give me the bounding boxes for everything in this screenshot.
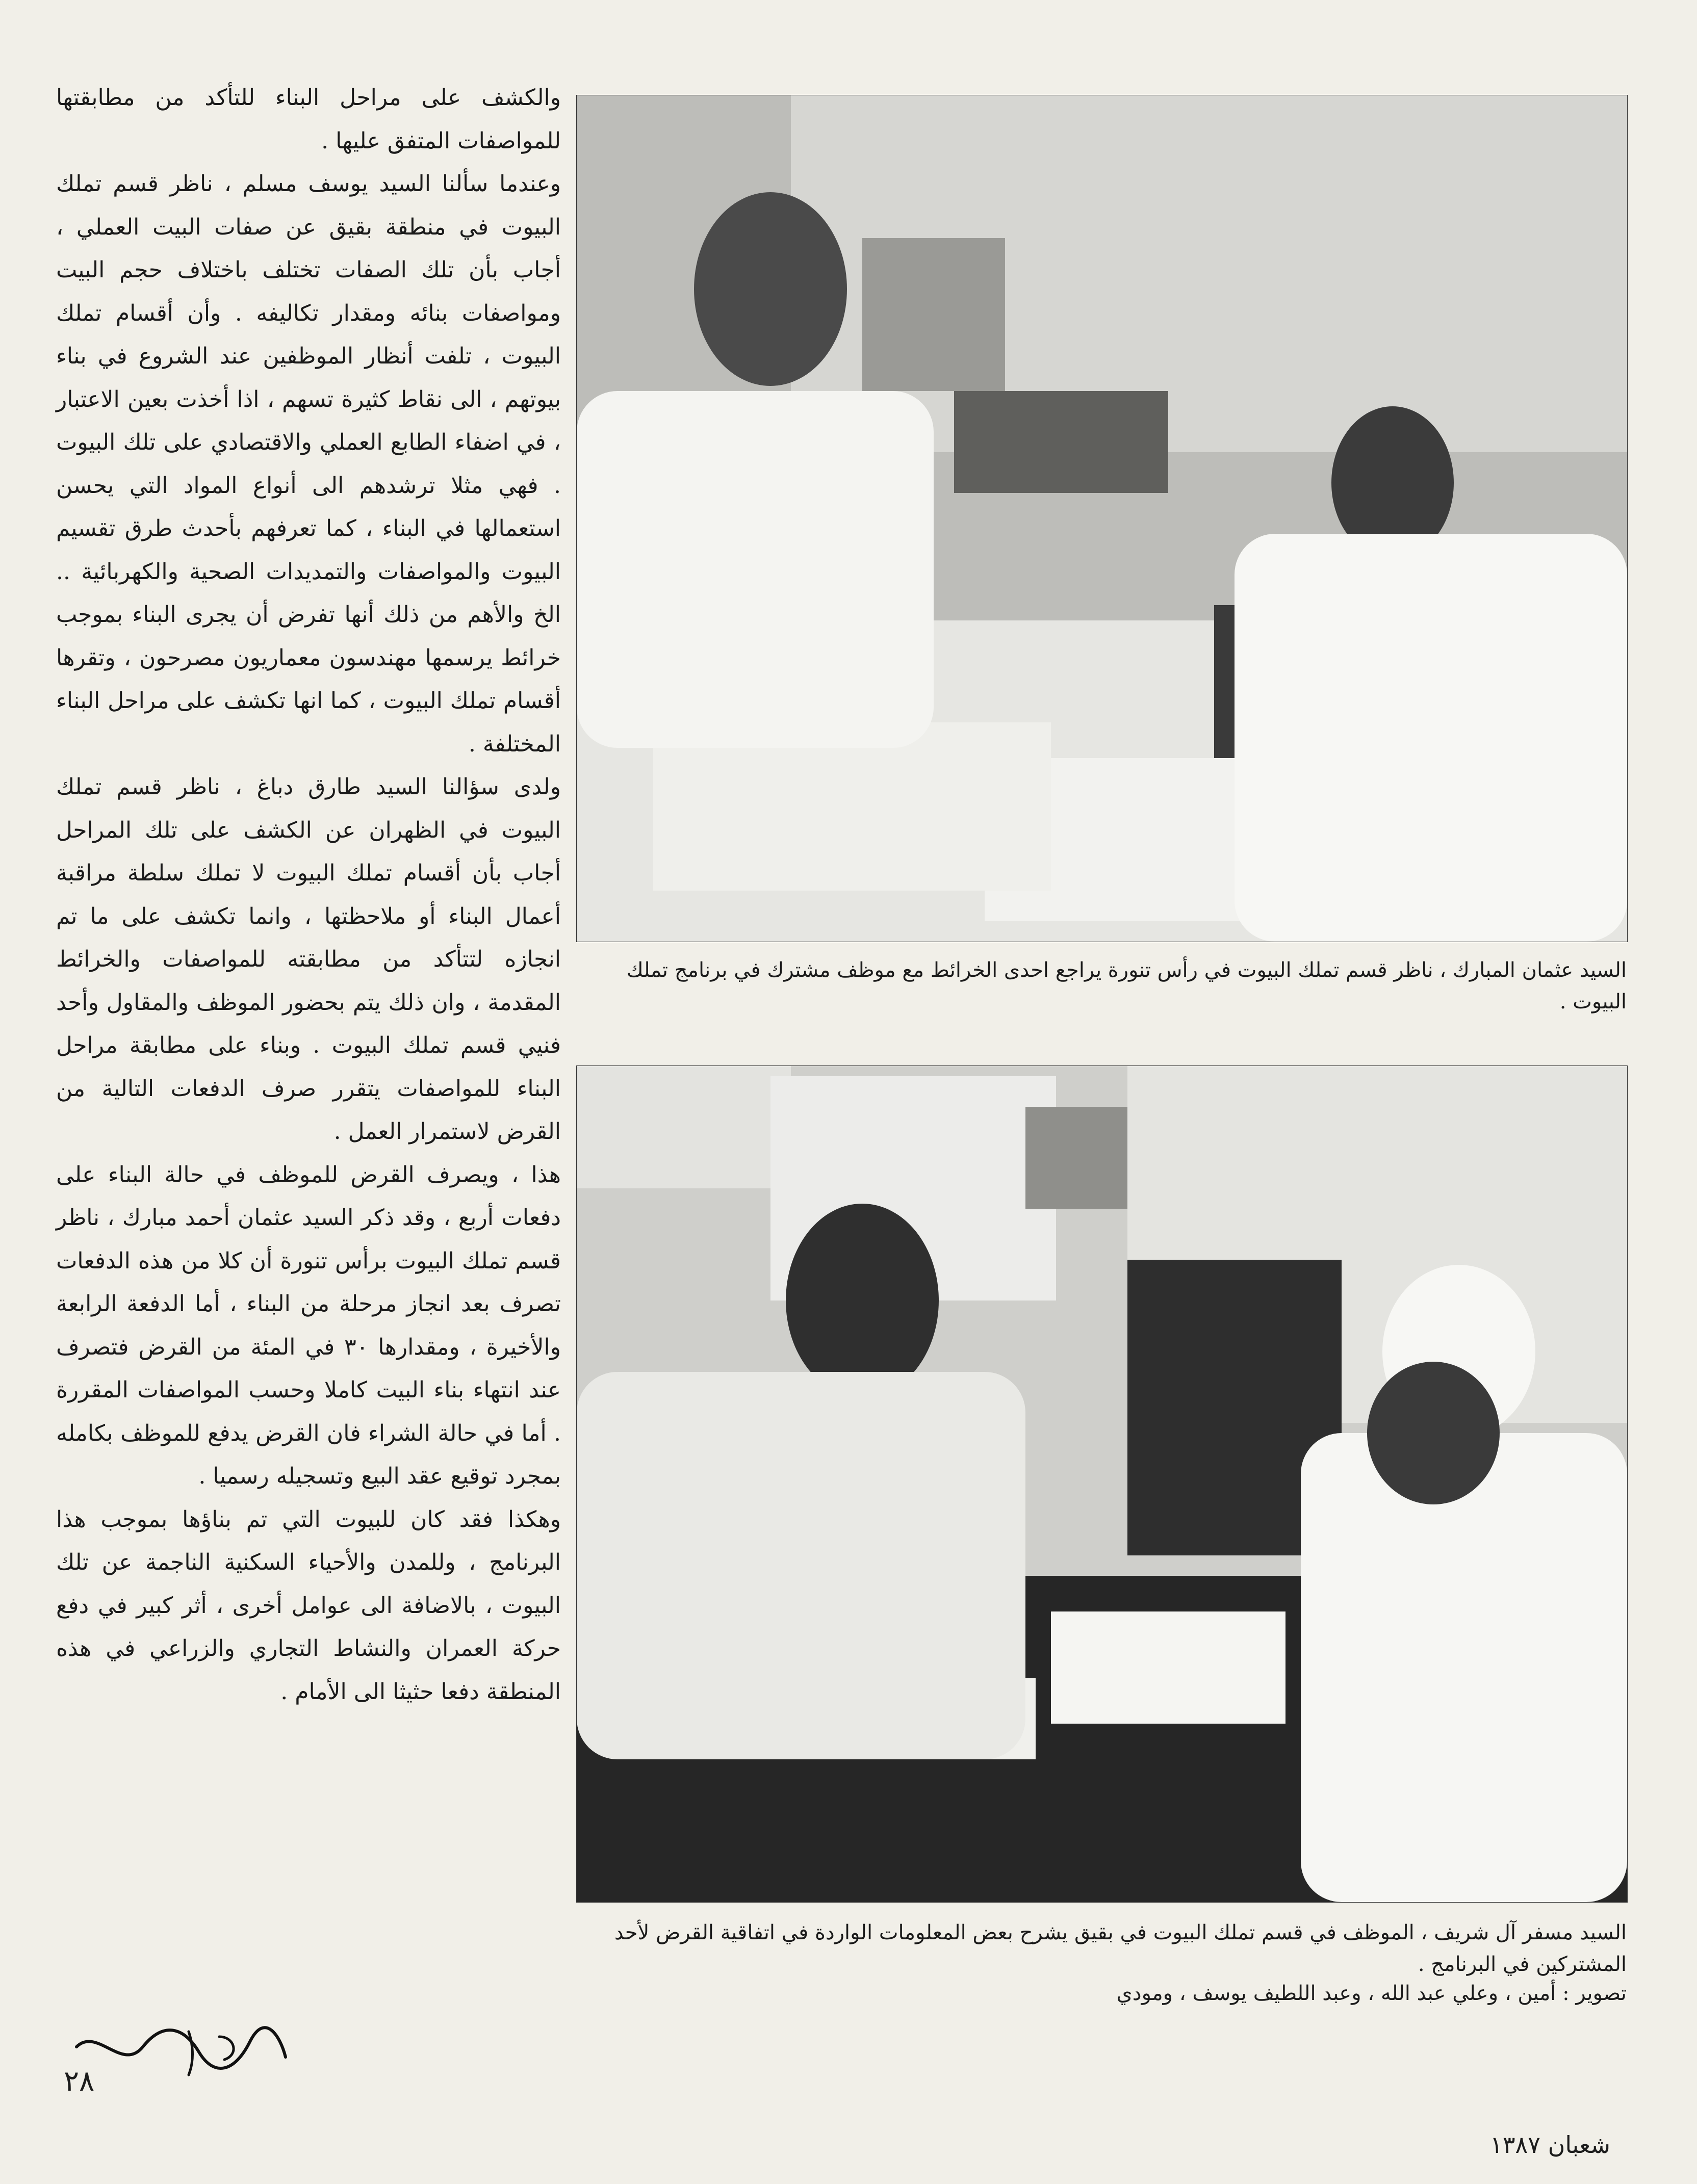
article-paragraph-3: ولدى سؤالنا السيد طارق دباغ ، ناظر قسم تملك البيوت في الظهران عن الكشف على تلك المراحل أجاب بأن أقسام تملك البيوت لا تملك سلطة مراقبة أعمال البناء أو ملاحظتها ، وانما تكشف على ما تم انجازه لتتأكد من مطابقته للمواصفات والخرائط المقدمة ، وان ذلك يتم بحضور الموظف والمقاول وأحد فنيي قسم تملك البيوت . وبناء على مطابقة مراحل البناء للمواصفات يتقرر صرف الدفعات التالية من القرض لاستمرار العمل .: [56, 774, 561, 1145]
issue-date: شعبان ١٣٨٧: [1490, 2131, 1610, 2159]
photo-1-caption: السيد عثمان المبارك ، ناظر قسم تملك البيوت في رأس تنورة يراجع احدى الخرائط مع موظف مشترك في برنامج تملك البيوت .: [626, 958, 1627, 1013]
photo-men-reviewing-plans: [576, 95, 1628, 942]
page-number: ٢٨: [64, 2065, 95, 2098]
photo-2-illustration: [577, 1066, 1627, 1902]
author-signature: [66, 2016, 291, 2083]
photo-employee-explaining-loan: [576, 1065, 1628, 1903]
article-paragraph-1: والكشف على مراحل البناء للتأكد من مطابقتها للمواصفات المتفق عليها .: [56, 85, 561, 154]
article-column: [56, 76, 561, 1713]
photo-1-illustration: [577, 95, 1627, 942]
photo-2-caption: السيد مسفر آل شريف ، الموظف في قسم تملك البيوت في بقيق يشرح بعض المعلومات الواردة في اتفاقية القرض لأحد المشتركين في البرنامج .: [614, 1921, 1627, 1976]
article-paragraph-4: هذا ، ويصرف القرض للموظف في حالة البناء على دفعات أربع ، وقد ذكر السيد عثمان أحمد مبارك ، ناظر قسم تملك البيوت برأس تنورة أن كلا من هذه الدفعات تصرف بعد انجاز مرحلة من البناء ، أما الدفعة الرابعة والأخيرة ، ومقدارها ٣٠ في المئة من القرض فتصرف عند انتهاء بناء البيت كاملا وحسب المواصفات المقررة . أما في حالة الشراء فان القرض يدفع للموظف بكامله بمجرد توقيع عقد البيع وتسجيله رسميا .: [56, 1161, 561, 1489]
article-paragraph-5: وهكذا فقد كان للبيوت التي تم بناؤها بموجب هذا البرنامج ، وللمدن والأحياء السكنية الناجمة عن تلك البيوت ، بالاضافة الى عوامل أخرى ، أثر كبير في دفع حركة العمران والنشاط التجاري والزراعي في هذه المنطقة دفعا حثيثا الى الأمام .: [56, 1506, 561, 1705]
article-paragraph-2: وعندما سألنا السيد يوسف مسلم ، ناظر قسم تملك البيوت في منطقة بقيق عن صفات البيت العملي ، أجاب بأن تلك الصفات تختلف باختلاف حجم البيت ومواصفات بنائه ومقدار تكاليفه . وأن أقسام تملك البيوت ، تلفت أنظار الموظفين عند الشروع في بناء بيوتهم ، الى نقاط كثيرة تسهم ، اذا أخذت بعين الاعتبار ، في اضفاء الطابع العملي والاقتصادي على تلك البيوت . فهي مثلا ترشدهم الى أنواع المواد التي يحسن استعمالها في البناء ، كما تعرفهم بأحدث طرق تقسيم البيوت والمواصفات والتمديدات الصحية والكهربائية .. الخ والأهم من ذلك أنها تفرض أن يجرى البناء بموجب خرائط يرسمها مهندسون معماريون مصرحون ، وتقرها أقسام تملك البيوت ، كما انها تكشف على مراحل البناء المختلفة .: [56, 171, 561, 757]
photo-credit: تصوير : أمين ، وعلي عبد الله ، وعبد اللطيف يوسف ، ومودي: [1116, 1982, 1627, 2005]
